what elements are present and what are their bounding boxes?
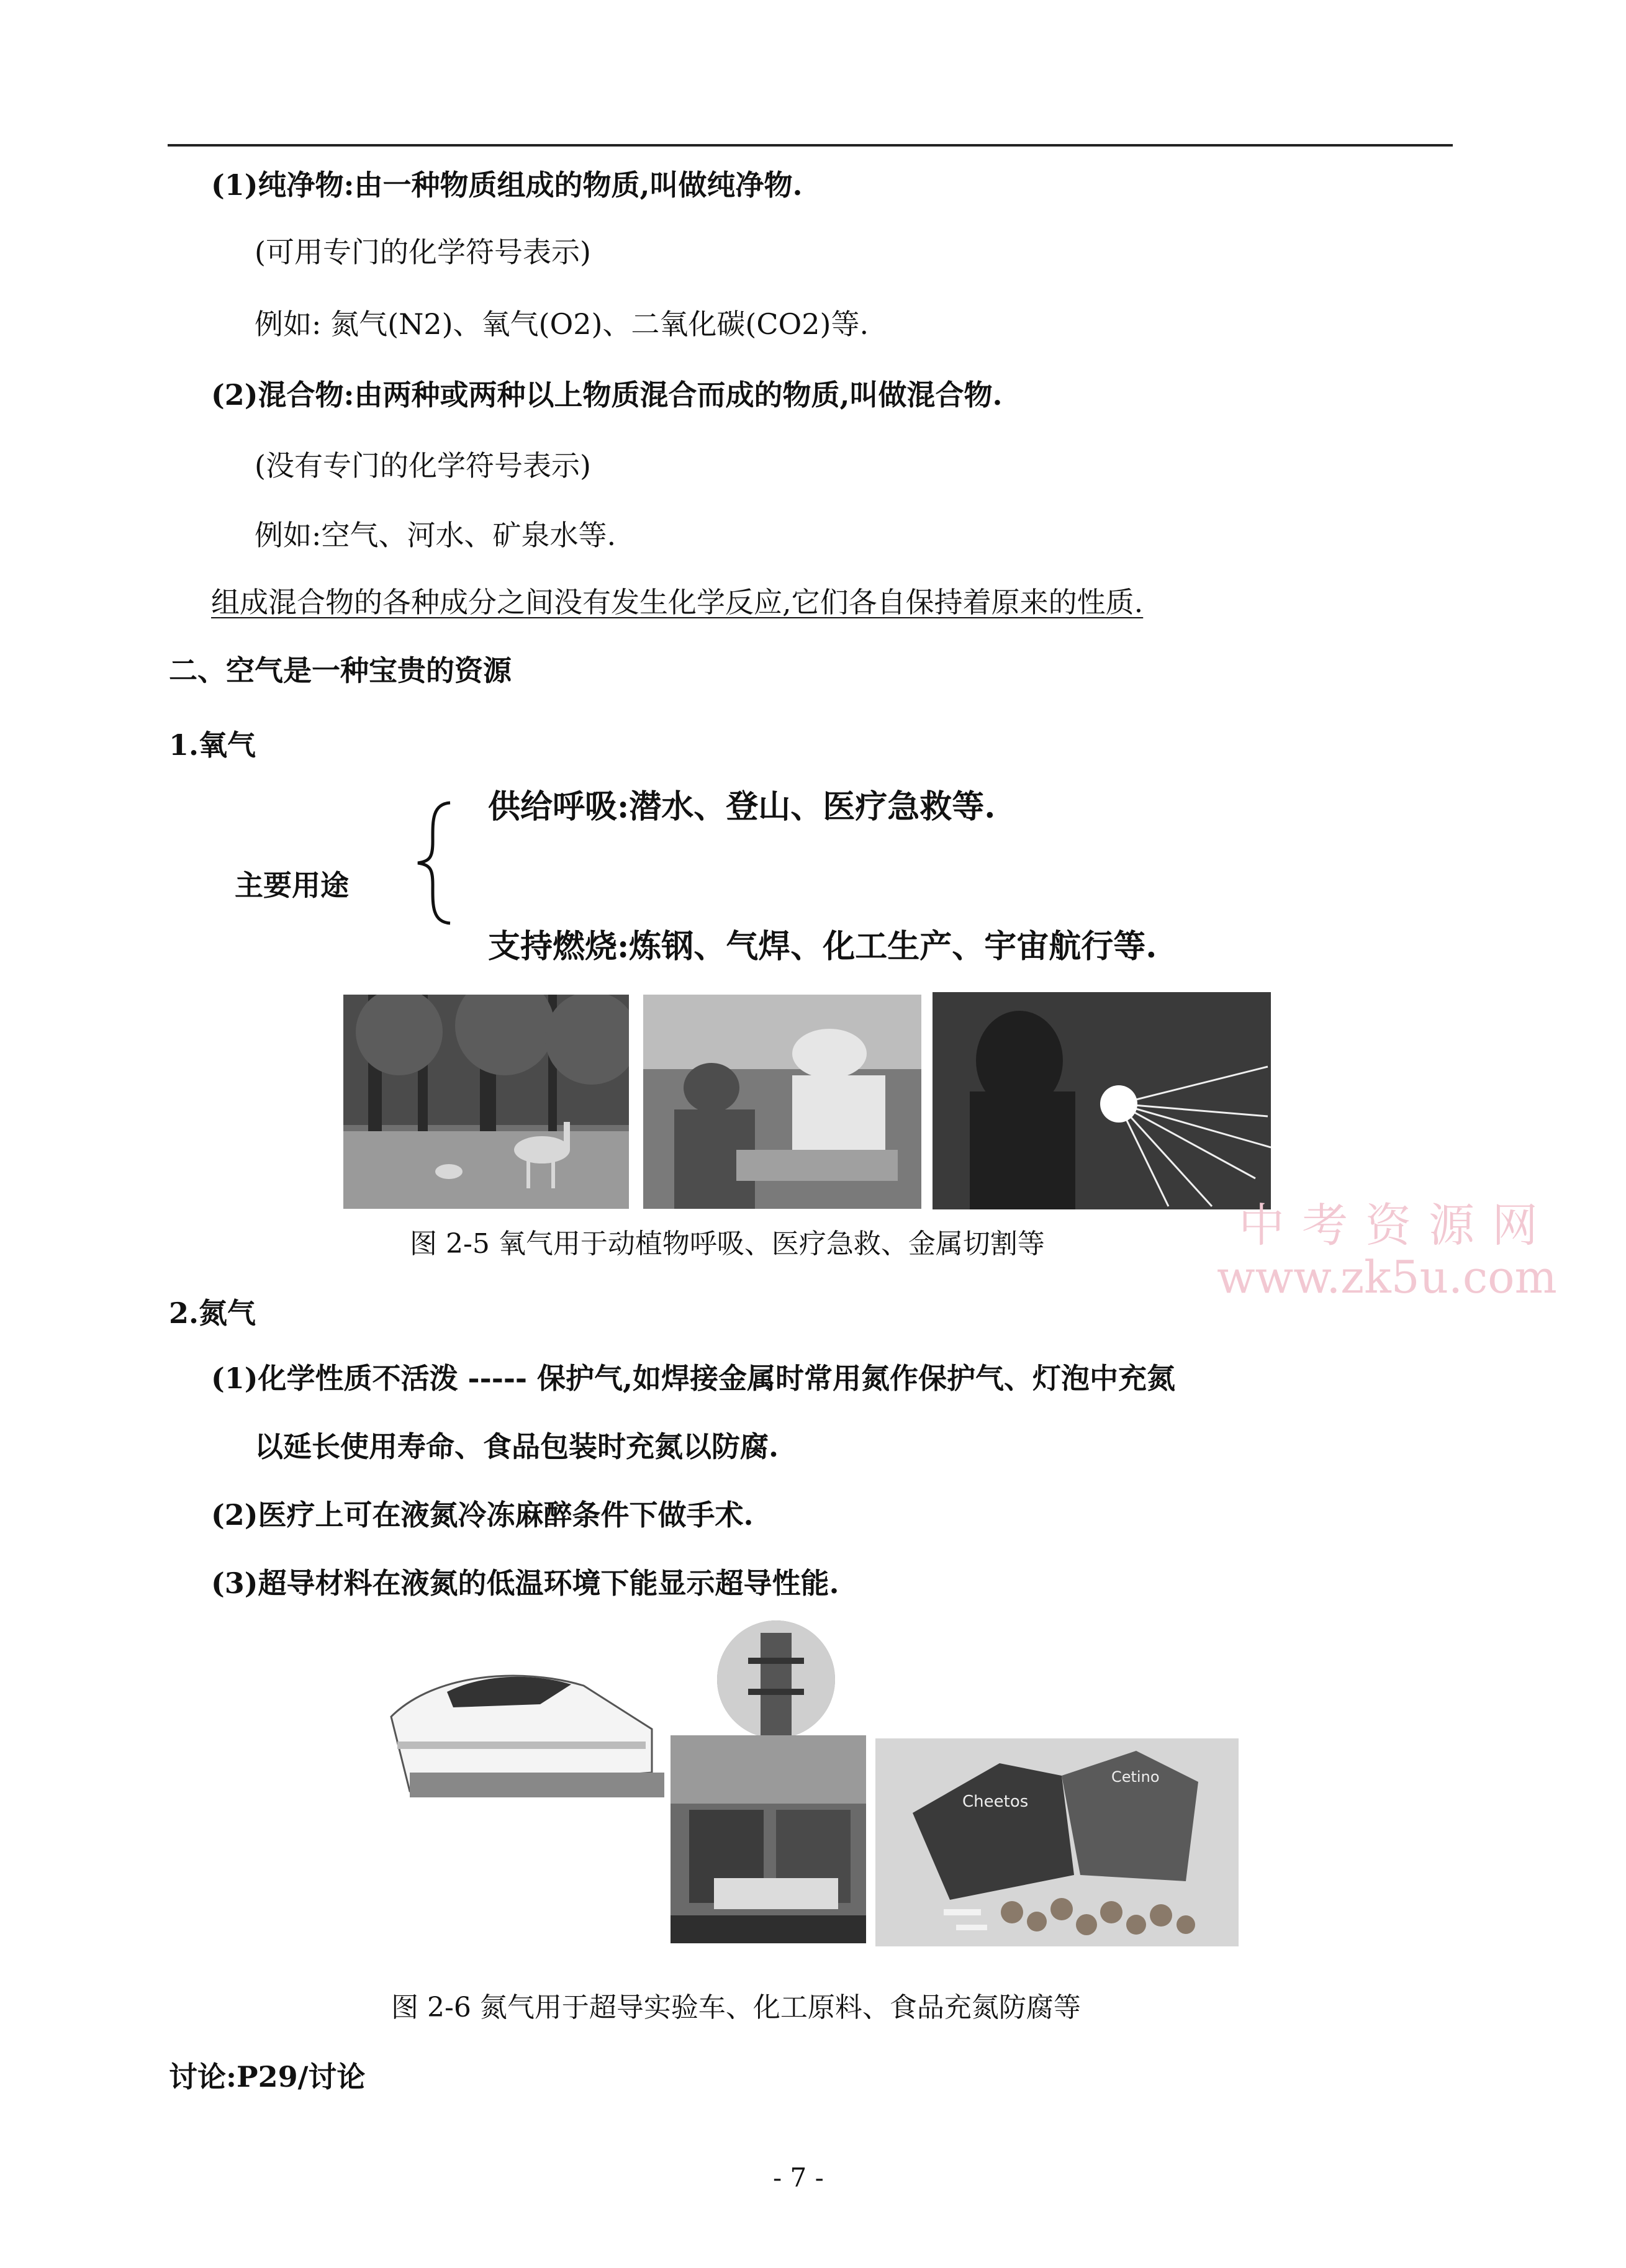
photo-maglev-train xyxy=(385,1648,664,1804)
nitrogen-property-1-cont: 以延长使用寿命、食品包装时充氮以防腐. xyxy=(255,1430,779,1463)
nitrogen-property-2: (2)医疗上可在液氮冷冻麻醉条件下做手术. xyxy=(211,1498,754,1532)
photo-chemical-plant xyxy=(671,1735,866,1943)
oxygen-heading: 1.氧气 xyxy=(169,728,256,762)
mixture-definition: (2)混合物:由两种或两种以上物质混合而成的物质,叫做混合物. xyxy=(211,378,1003,412)
pure-substance-definition: (1)纯净物:由一种物质组成的物质,叫做纯净物. xyxy=(211,168,803,202)
page-number: - 7 - xyxy=(773,2162,824,2193)
oxygen-use-breathing: 供给呼吸:潜水、登山、医疗急救等. xyxy=(488,788,996,826)
watermark-site-name: 中考资源网 xyxy=(1239,1199,1555,1252)
oxygen-uses-label: 主要用途 xyxy=(235,869,349,902)
figure-2-6-caption: 图 2-6 氮气用于超导实验车、化工原料、食品充氮防腐等 xyxy=(391,1992,1081,2023)
photo-medical-surgery xyxy=(643,995,921,1209)
discussion-note: 讨论:P29/讨论 xyxy=(169,2060,366,2094)
pure-substance-example: 例如: 氮气(N2)、氧气(O2)、二氧化碳(CO2)等. xyxy=(255,307,869,341)
pure-substance-note: (可用专门的化学符号表示) xyxy=(255,235,591,269)
photo-deer-forest xyxy=(343,995,629,1209)
mixture-note: (没有专门的化学符号表示) xyxy=(255,449,591,482)
oxygen-use-combustion: 支持燃烧:炼钢、气焊、化工生产、宇宙航行等. xyxy=(488,928,1157,965)
photo-food-packets xyxy=(875,1738,1239,1946)
mixture-property-note: 组成混合物的各种成分之间没有发生化学反应,它们各自保持着原来的性质. xyxy=(211,585,1144,619)
nitrogen-heading: 2.氮气 xyxy=(169,1296,256,1330)
brace-icon xyxy=(413,798,463,928)
section-heading-air-resource: 二、空气是一种宝贵的资源 xyxy=(169,654,512,687)
watermark-site-url: www.zk5u.com xyxy=(1217,1251,1557,1303)
figure-2-5-caption: 图 2-5 氧气用于动植物呼吸、医疗急救、金属切割等 xyxy=(410,1228,1045,1260)
nitrogen-property-3: (3)超导材料在液氮的低温环境下能显示超导性能. xyxy=(211,1566,839,1600)
mixture-example: 例如:空气、河水、矿泉水等. xyxy=(255,518,617,552)
photo-chemical-tower xyxy=(717,1620,835,1738)
photo-metal-cutting xyxy=(933,992,1271,1209)
nitrogen-property-1: (1)化学性质不活泼 ----- 保护气,如焊接金属时常用氮作保护气、灯泡中充氮 xyxy=(211,1362,1176,1395)
packet-label-1: Cheetos xyxy=(962,1792,1029,1811)
header-rule xyxy=(168,144,1453,147)
packet-label-2: Cetino xyxy=(1111,1768,1160,1786)
